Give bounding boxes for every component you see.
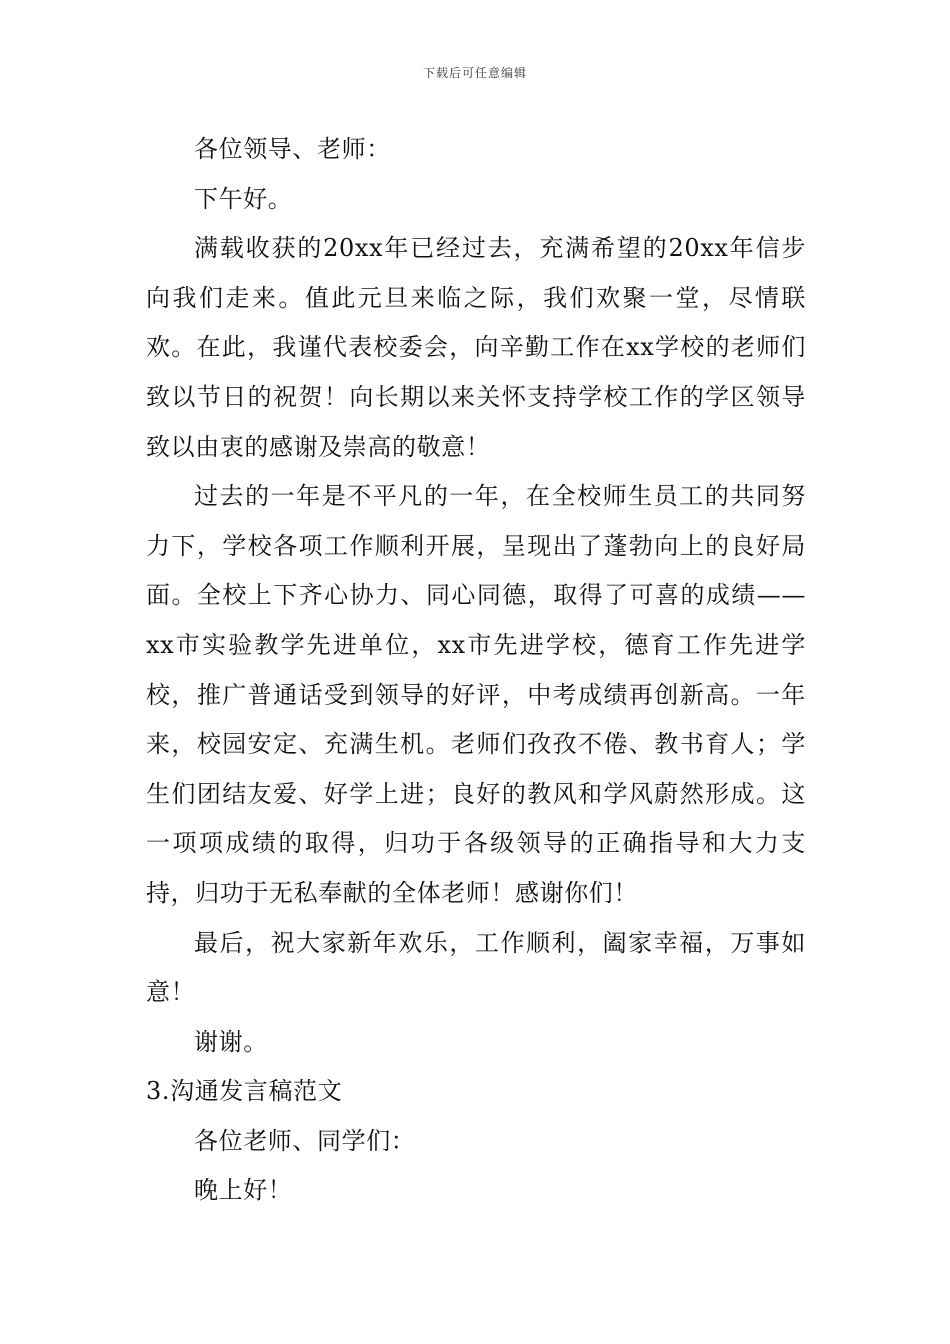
body-paragraph: 满载收获的20xx年已经过去，充满希望的20xx年信步向我们走来。值此元旦来临之际，我们欢聚一堂，尽情联欢。在此，我谨代表校委会，向辛勤工作在xx学校的老师们致以节日的祝贺！向长期以来关怀支持学校工作的学区领导致以由衷的感谢及崇高的敬意！ xyxy=(146,234,806,461)
thanks: 谢谢。 xyxy=(194,1027,268,1056)
section-heading: 3.沟通发言稿范文 xyxy=(146,1077,343,1106)
page-header-note: 下载后可任意编辑 xyxy=(422,66,527,80)
section-salutation: 各位老师、同学们： xyxy=(194,1126,416,1155)
closing-wishes: 最后，祝大家新年欢乐，工作顺利，阖家幸福，万事如意！ xyxy=(146,928,806,1007)
body-paragraph: 过去的一年是不平凡的一年，在全校师生员工的共同努力下，学校各项工作顺利开展，呈现出了蓬勃向上的良好局面。全校上下齐心协力、同心同德，取得了可喜的成绩——xx市实验教学先进单位，xx市先进学校，德育工作先进学校，推广普通话受到领导的好评，中考成绩再创新高。一年来，校园安定、充满生机。老师们孜孜不倦、教书育人；学生们团结友爱、好学上进；良好的教风和学风蔚然形成。这一项项成绩的取得，归功于各级领导的正确指导和大力支持，归功于无私奉献的全体老师！感谢你们！ xyxy=(146,482,806,907)
section-greeting: 晚上好！ xyxy=(194,1176,293,1205)
salutation: 各位领导、老师： xyxy=(194,135,391,163)
greeting: 下午好。 xyxy=(194,184,293,213)
document-body xyxy=(146,125,806,1216)
